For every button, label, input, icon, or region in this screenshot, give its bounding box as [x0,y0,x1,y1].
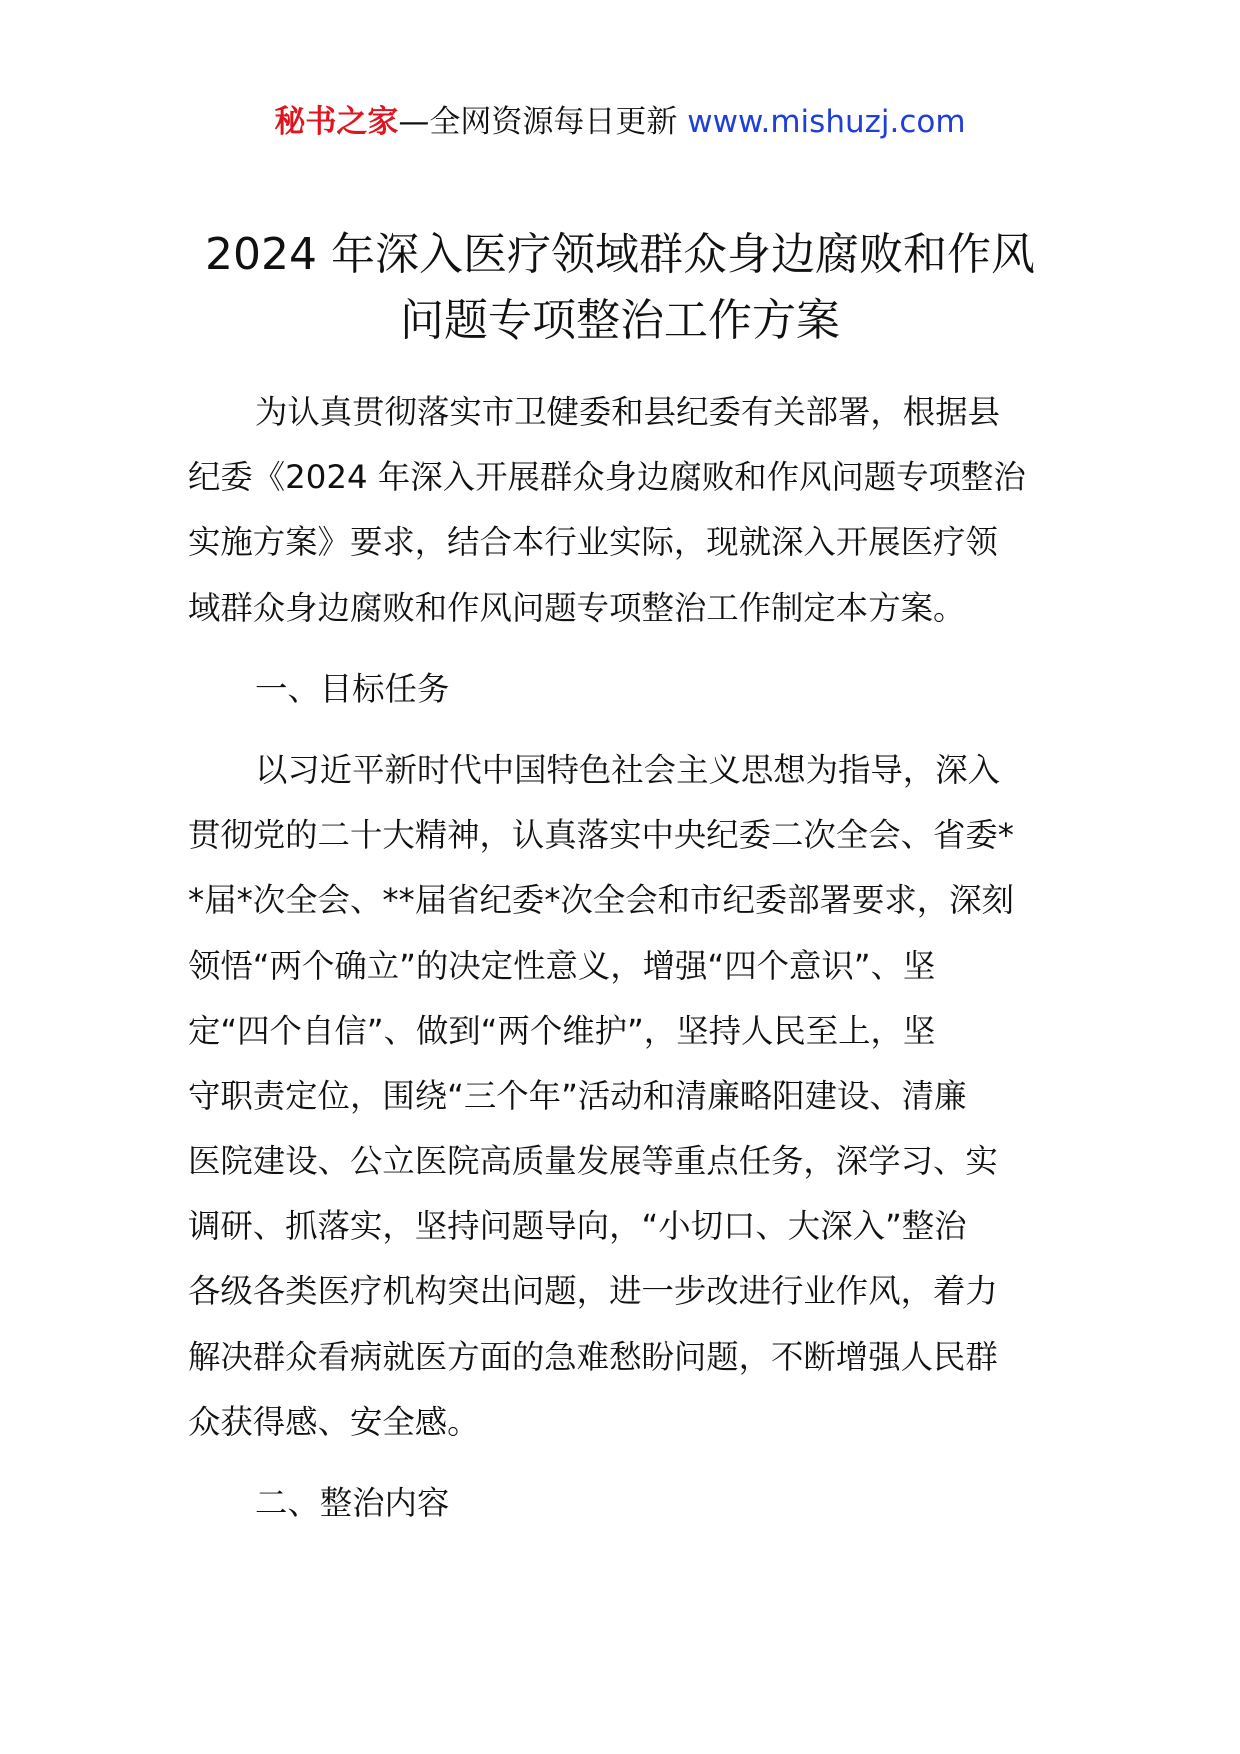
section-2-heading: 二、整治内容 [255,1484,450,1522]
section-1-heading: 一、目标任务 [255,669,450,708]
site-url-link[interactable]: www.mishuzj.com [687,104,966,140]
document-body [188,380,1060,1536]
brand-name: 秘书之家 [274,104,399,140]
section-1-line: 调研、抓落实，坚持问题导向，“小切口、大深入”整治 [188,1207,967,1246]
section-1-line: 众获得感、安全感。 [188,1402,480,1441]
title-line-2: 问题专项整治工作方案 [400,295,840,346]
paragraph-gap [188,722,1060,738]
paragraph-gap [188,641,1060,657]
intro-line: 域群众身边腐败和作风问题专项整治工作制定本方案。 [188,588,966,627]
document-title [150,222,1090,354]
section-1-line: 领悟“两个确立”的决定性意义，增强“四个意识”、坚 [188,946,936,985]
section-1-line: 定“四个自信”、做到“两个维护”，坚持人民至上，坚 [188,1011,936,1050]
section-1-line: 各级各类医疗机构突出问题，进一步改进行业作风，着力 [188,1272,998,1311]
section-1-line: 守职责定位，围绕“三个年”活动和清廉略阳建设、清廉 [188,1076,967,1115]
intro-line: 为认真贯彻落实市卫健委和县纪委有关部署，根据县 [255,393,1000,431]
intro-line: 纪委《2024 年深入开展群众身边腐败和作风问题专项整治 [188,458,1026,497]
section-1-line: 医院建设、公立医院高质量发展等重点任务，深学习、实 [188,1142,998,1181]
paragraph-gap [188,1455,1060,1471]
section-1-line: 解决群众看病就医方面的急难愁盼问题，不断增强人民群 [188,1337,998,1376]
section-1-line: *届*次全会、**届省纪委*次全会和市纪委部署要求，深刻 [188,881,1014,920]
section-1-line: 贯彻党的二十大精神，认真落实中央纪委二次全会、省委* [188,816,1014,855]
title-line-1: 2024 年深入医疗领域群众身边腐败和作风 [205,229,1035,280]
section-1-line: 以习近平新时代中国特色社会主义思想为指导，深入 [255,750,1000,789]
site-banner [0,100,1240,144]
banner-slogan: —全网资源每日更新 [398,104,688,140]
intro-line: 实施方案》要求，结合本行业实际，现就深入开展医疗领 [188,523,998,562]
